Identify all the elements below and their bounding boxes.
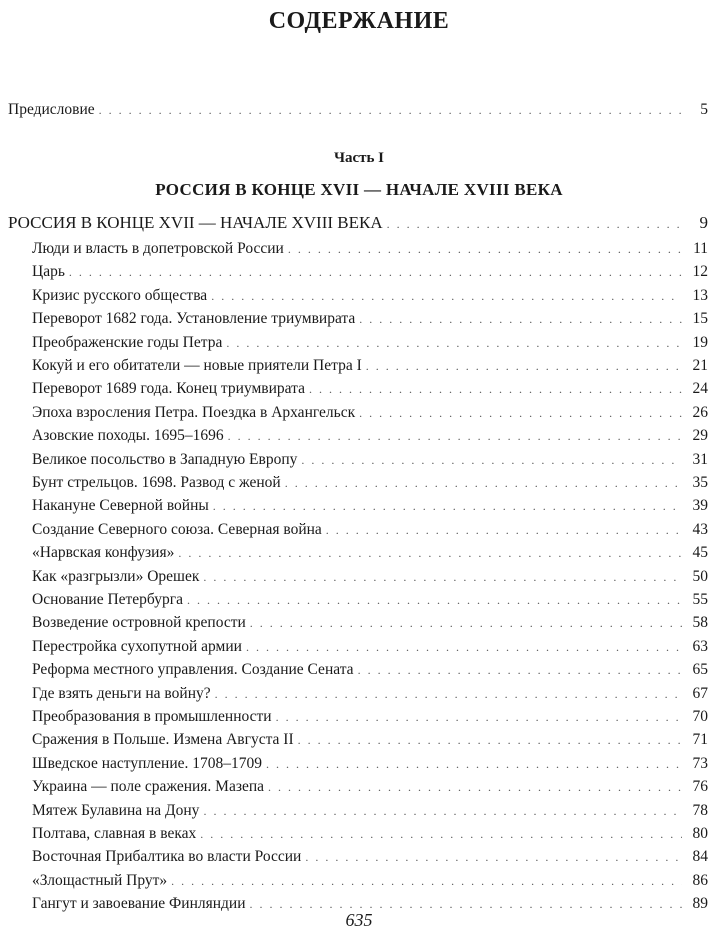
toc-entry[interactable] <box>32 262 708 282</box>
toc-entry-page: 5 <box>700 101 708 118</box>
leader-dots <box>228 426 682 446</box>
toc-entry[interactable] <box>32 450 708 470</box>
toc-entry[interactable] <box>32 473 708 493</box>
toc-entry-label: Где взять деньги на войну? <box>32 684 211 702</box>
toc-entry[interactable] <box>32 567 708 587</box>
leader-dots <box>187 590 682 610</box>
toc-entry-page: 63 <box>692 637 708 655</box>
toc-entry-page: 15 <box>692 310 708 328</box>
toc-entry-label: РОССИЯ В КОНЦЕ XVII — НАЧАЛЕ XVIII ВЕКА <box>8 213 383 232</box>
toc-entry-label: Царь <box>32 263 65 281</box>
toc-entry-page: 50 <box>692 567 708 585</box>
toc-entry[interactable] <box>32 707 708 727</box>
toc-entry-label: Шведское наступление. 1708–1709 <box>32 754 262 772</box>
leader-dots <box>358 660 682 680</box>
toc-entry[interactable] <box>32 333 708 353</box>
toc-entry[interactable] <box>32 777 708 797</box>
leader-dots <box>285 473 682 493</box>
toc-entry-label: Возведение островной крепости <box>32 614 246 632</box>
toc-entry-label: Бунт стрельцов. 1698. Развод с женой <box>32 474 281 491</box>
toc-entry-label: Кризис русского общества <box>32 286 208 304</box>
toc-entry-label: Полтава, славная в веках <box>32 825 197 842</box>
toc-entry-page: 29 <box>692 427 708 445</box>
toc-entry-page: 9 <box>699 213 708 232</box>
leader-dots <box>266 754 682 774</box>
toc-entry-page: 71 <box>692 731 708 749</box>
page-number: 635 <box>345 910 373 930</box>
leader-dots <box>213 496 682 516</box>
toc-entry-label: Перестройка сухопутной армии <box>32 637 242 655</box>
leader-dots <box>298 730 682 750</box>
toc-entry[interactable] <box>32 379 708 399</box>
toc-entry[interactable] <box>32 403 708 423</box>
leader-dots <box>99 100 682 120</box>
toc-entry-label: Мятеж Булавина на Дону <box>32 801 200 819</box>
toc-entry-page: 12 <box>692 263 708 281</box>
toc-entry-label: Преображенские годы Петра <box>32 333 223 351</box>
toc-entry-page: 70 <box>692 708 708 725</box>
toc-entry-section[interactable] <box>8 213 708 234</box>
toc-entry-label: Как «разгрызли» Орешек <box>32 567 200 585</box>
toc-entry[interactable] <box>32 590 708 610</box>
toc-entry[interactable] <box>32 613 708 633</box>
toc-entry-page: 26 <box>692 403 708 421</box>
leader-dots <box>203 801 682 821</box>
toc-entry[interactable] <box>32 520 708 540</box>
toc-entry-page: 58 <box>692 614 708 632</box>
toc-entry-page: 86 <box>692 871 708 889</box>
leader-dots <box>309 379 682 399</box>
toc-entry[interactable] <box>32 730 708 750</box>
toc-entry-page: 67 <box>692 684 708 702</box>
leader-dots <box>178 543 682 563</box>
leader-dots <box>203 567 682 587</box>
toc-entry-label: Создание Северного союза. Северная война <box>32 520 322 538</box>
toc-entry[interactable] <box>32 286 708 306</box>
part-label: Часть I <box>333 150 385 166</box>
toc-entry-label: Украина — поле сражения. Мазепа <box>32 778 265 796</box>
leader-dots <box>276 707 682 727</box>
part-title: РОССИЯ В КОНЦЕ XVII — НАЧАЛЕ XVIII ВЕКА <box>155 180 563 199</box>
toc-entry[interactable] <box>32 801 708 821</box>
toc-entry-label: Предисловие <box>8 101 95 118</box>
toc-entry-label: Сражения в Польше. Измена Августа II <box>32 731 294 749</box>
toc-entry[interactable] <box>32 426 708 446</box>
toc-entry-label: «Злощастный Прут» <box>32 871 168 889</box>
leader-dots <box>250 613 682 633</box>
toc-entry-page: 35 <box>692 474 708 491</box>
leader-dots <box>69 262 682 282</box>
toc-entry-page: 13 <box>692 286 708 304</box>
toc-entry-preface[interactable] <box>8 100 708 120</box>
leader-dots <box>301 450 682 470</box>
leader-dots <box>288 239 682 259</box>
leader-dots <box>200 824 682 844</box>
toc-entry-page: 24 <box>692 380 708 398</box>
toc-entry[interactable] <box>32 356 708 376</box>
leader-dots <box>305 847 682 867</box>
leader-dots <box>387 214 682 234</box>
toc-entry-label: Люди и власть в допетровской России <box>32 240 284 257</box>
toc-entry-label: «Нарвская конфузия» <box>32 544 175 562</box>
toc-entry[interactable] <box>32 239 708 259</box>
toc-entry-page: 78 <box>692 801 708 819</box>
leader-dots <box>359 403 682 423</box>
leader-dots <box>215 684 682 704</box>
toc-entry-label: Восточная Прибалтика во власти России <box>32 848 302 866</box>
page-title: СОДЕРЖАНИЕ <box>268 8 450 34</box>
toc-entry-page: 21 <box>692 357 708 374</box>
leader-dots <box>171 871 682 891</box>
toc-entry-label: Переворот 1682 года. Установление триумвирата <box>32 310 356 328</box>
toc-entry-page: 45 <box>692 544 708 562</box>
toc-entry-page: 31 <box>692 450 708 468</box>
toc-entry-page: 43 <box>692 520 708 538</box>
toc-entry-page: 84 <box>692 848 708 866</box>
toc-entry-label: Азовские походы. 1695–1696 <box>32 427 224 445</box>
toc-entry[interactable] <box>32 684 708 704</box>
toc-entry[interactable] <box>32 754 708 774</box>
toc-entry[interactable] <box>32 637 708 657</box>
toc-entry-label: Преобразования в промышленности <box>32 708 272 725</box>
toc-entry-label: Кокуй и его обитатели — новые приятели Петра I <box>32 357 362 374</box>
toc-entry-label: Гангут и завоевание Финляндии <box>32 895 246 913</box>
toc-entry-page: 80 <box>692 825 708 842</box>
leader-dots <box>359 309 682 329</box>
toc-entry-page: 39 <box>692 497 708 515</box>
leader-dots <box>246 637 682 657</box>
toc-entry-label: Переворот 1689 года. Конец триумвирата <box>32 380 305 398</box>
leader-dots <box>211 286 682 306</box>
toc-entry-label: Накануне Северной войны <box>32 497 209 515</box>
toc-entry-label: Основание Петербурга <box>32 591 183 608</box>
toc-entry-label: Реформа местного управления. Создание Сената <box>32 661 354 679</box>
leader-dots <box>226 333 682 353</box>
toc-entry-page: 89 <box>692 895 708 913</box>
toc-entry-page: 55 <box>692 591 708 608</box>
leader-dots <box>366 356 682 376</box>
toc-entry-label: Эпоха взросления Петра. Поездка в Архангельск <box>32 403 356 421</box>
leader-dots <box>268 777 682 797</box>
toc-entry[interactable] <box>32 824 708 844</box>
toc-entry[interactable] <box>32 309 708 329</box>
toc-entry[interactable] <box>32 543 708 563</box>
toc-entry[interactable] <box>32 847 708 867</box>
toc-entry-page: 73 <box>692 754 708 772</box>
toc-entry[interactable] <box>32 496 708 516</box>
toc-entry-page: 19 <box>692 333 708 351</box>
toc-entry-page: 65 <box>692 661 708 679</box>
toc-entry-page: 76 <box>692 778 708 796</box>
toc-entry-page: 11 <box>693 240 708 257</box>
leader-dots <box>326 520 682 540</box>
toc-entry[interactable] <box>32 871 708 891</box>
toc-entry[interactable] <box>32 660 708 680</box>
toc-entry-label: Великое посольство в Западную Европу <box>32 450 298 468</box>
